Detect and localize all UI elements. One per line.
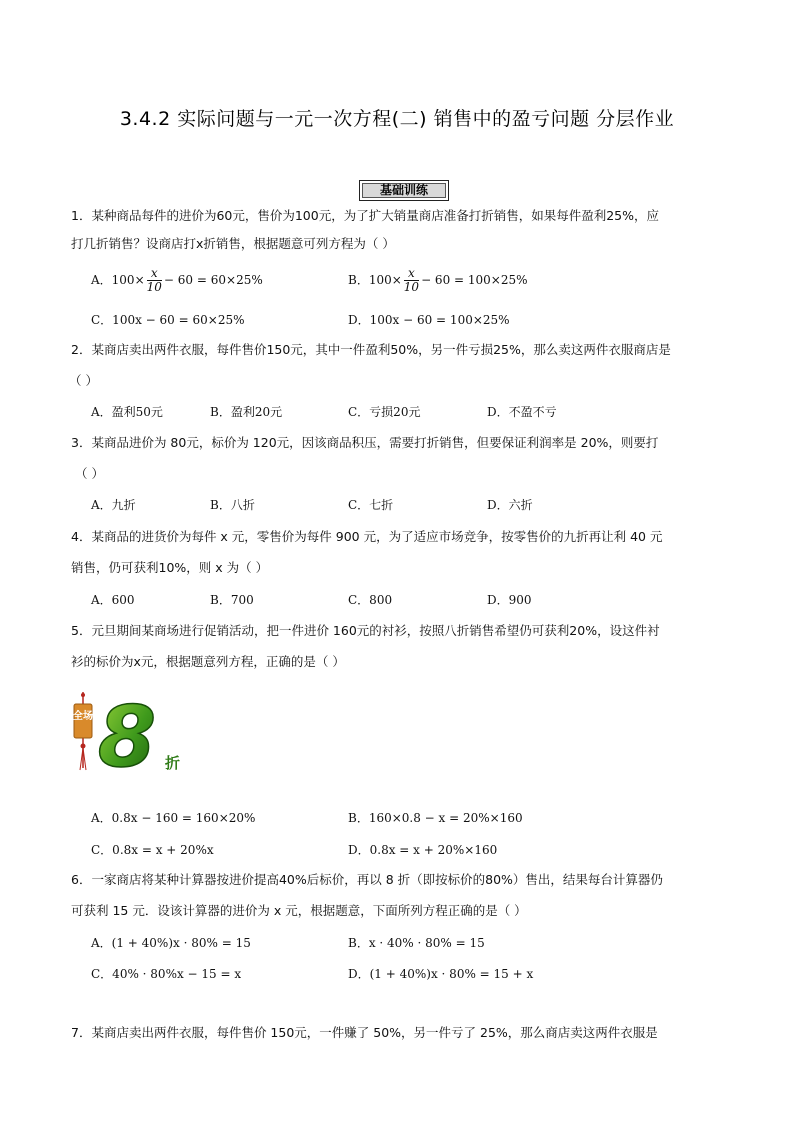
question-6-option-d: D．(1 + 40%)x · 80% = 15 + x (348, 967, 534, 981)
question-2-line-2: （ ） (69, 373, 98, 388)
question-4-option-c: C．800 (348, 593, 393, 607)
question-1-option-c: C．100x − 60 = 60×25% (91, 313, 245, 327)
question-3-line-2: （ ） (75, 466, 104, 481)
question-5-line-1: 5．元旦期间某商场进行促销活动，把一件进价 160元的衬衫，按照八折销售希望仍可获利20%，设这件衬 (71, 623, 660, 638)
question-1-option-a: A．100× $\frac{x}{10}$ − 60 = 60×25% (91, 266, 263, 294)
question-5-line-2: 衫的标价为x元，根据题意列方程，正确的是（ ） (71, 654, 345, 669)
question-3-option-a: A．九折 (91, 498, 136, 512)
question-7-line-1: 7．某商店卖出两件衣服，每件售价 150元，一件赚了 50%，另一件亏了 25%，那么商店卖这两件衣服是 (71, 1025, 658, 1040)
question-2-option-d: D．不盈不亏 (487, 405, 557, 419)
question-3-option-c: C．七折 (348, 498, 394, 512)
question-2-option-b: B．盈利20元 (210, 405, 283, 419)
question-1-line-2: 打几折销售？设商店打x折销售，根据题意可列方程为（ ） (71, 236, 395, 251)
question-3-option-b: B．八折 (210, 498, 255, 512)
question-4-line-1: 4．某商品的进货价为每件 x 元，零售价为每件 900 元，为了适应市场竞争，按零售价的九折再让利 40 元 (71, 529, 663, 544)
question-4-line-2: 销售，仍可获利10%，则 x 为（ ） (71, 560, 269, 575)
question-3-option-d: D．六折 (487, 498, 533, 512)
question-6-option-c: C．40% · 80%x − 15 = x (91, 967, 242, 981)
question-6-line-1: 6．一家商店将某种计算器按进价提高40%后标价，再以 8 折（即按标价的80%）售出，结果每台计算器仍 (71, 872, 663, 887)
promo-digit: 8 (97, 690, 157, 780)
question-5-option-b: B．160×0.8 − x = 20%×160 (348, 811, 523, 825)
question-5-option-d: D．0.8x = x + 20%×160 (348, 843, 498, 857)
question-6-option-b: B．x · 40% · 80% = 15 (348, 936, 485, 950)
question-2-option-a: A．盈利50元 (91, 405, 163, 419)
promo-suffix: 折 (165, 754, 180, 772)
promo-discount-image (70, 690, 180, 780)
question-5-option-c: C．0.8x = x + 20%x (91, 843, 214, 857)
question-1-option-d: D．100x − 60 = 100×25% (348, 313, 510, 327)
question-5-option-a: A．0.8x − 160 = 160×20% (91, 811, 256, 825)
question-4-option-d: D．900 (487, 593, 532, 607)
question-1-line-1: 1．某种商品每件的进价为60元，售价为100元，为了扩大销量商店准备打折销售，如果每件盈利25%，应 (71, 208, 660, 223)
page-title: 3.4.2 实际问题与一元一次方程(二) 销售中的盈亏问题 分层作业 (119, 108, 675, 130)
question-2-option-c: C．亏损20元 (348, 405, 421, 419)
section-label: 基础训练 (359, 180, 449, 201)
question-2-line-1: 2．某商店卖出两件衣服，每件售价150元，其中一件盈利50%，另一件亏损25%，那么卖这两件衣服商店是 (71, 342, 671, 357)
question-1-option-b: B．100× $\frac{x}{10}$ − 60 = 100×25% (348, 266, 528, 294)
question-4-option-b: B．700 (210, 593, 254, 607)
question-6-line-2: 可获利 15 元．设该计算器的进价为 x 元，根据题意，下面所列方程正确的是（ ） (71, 903, 527, 918)
question-4-option-a: A．600 (91, 593, 135, 607)
question-3-line-1: 3．某商品进价为 80元，标价为 120元，因该商品积压，需要打折销售，但要保证利润率是 20%，则要打 (71, 435, 659, 450)
question-6-option-a: A．(1 + 40%)x · 80% = 15 (91, 936, 251, 950)
promo-tag-text: 全场 (73, 711, 93, 722)
